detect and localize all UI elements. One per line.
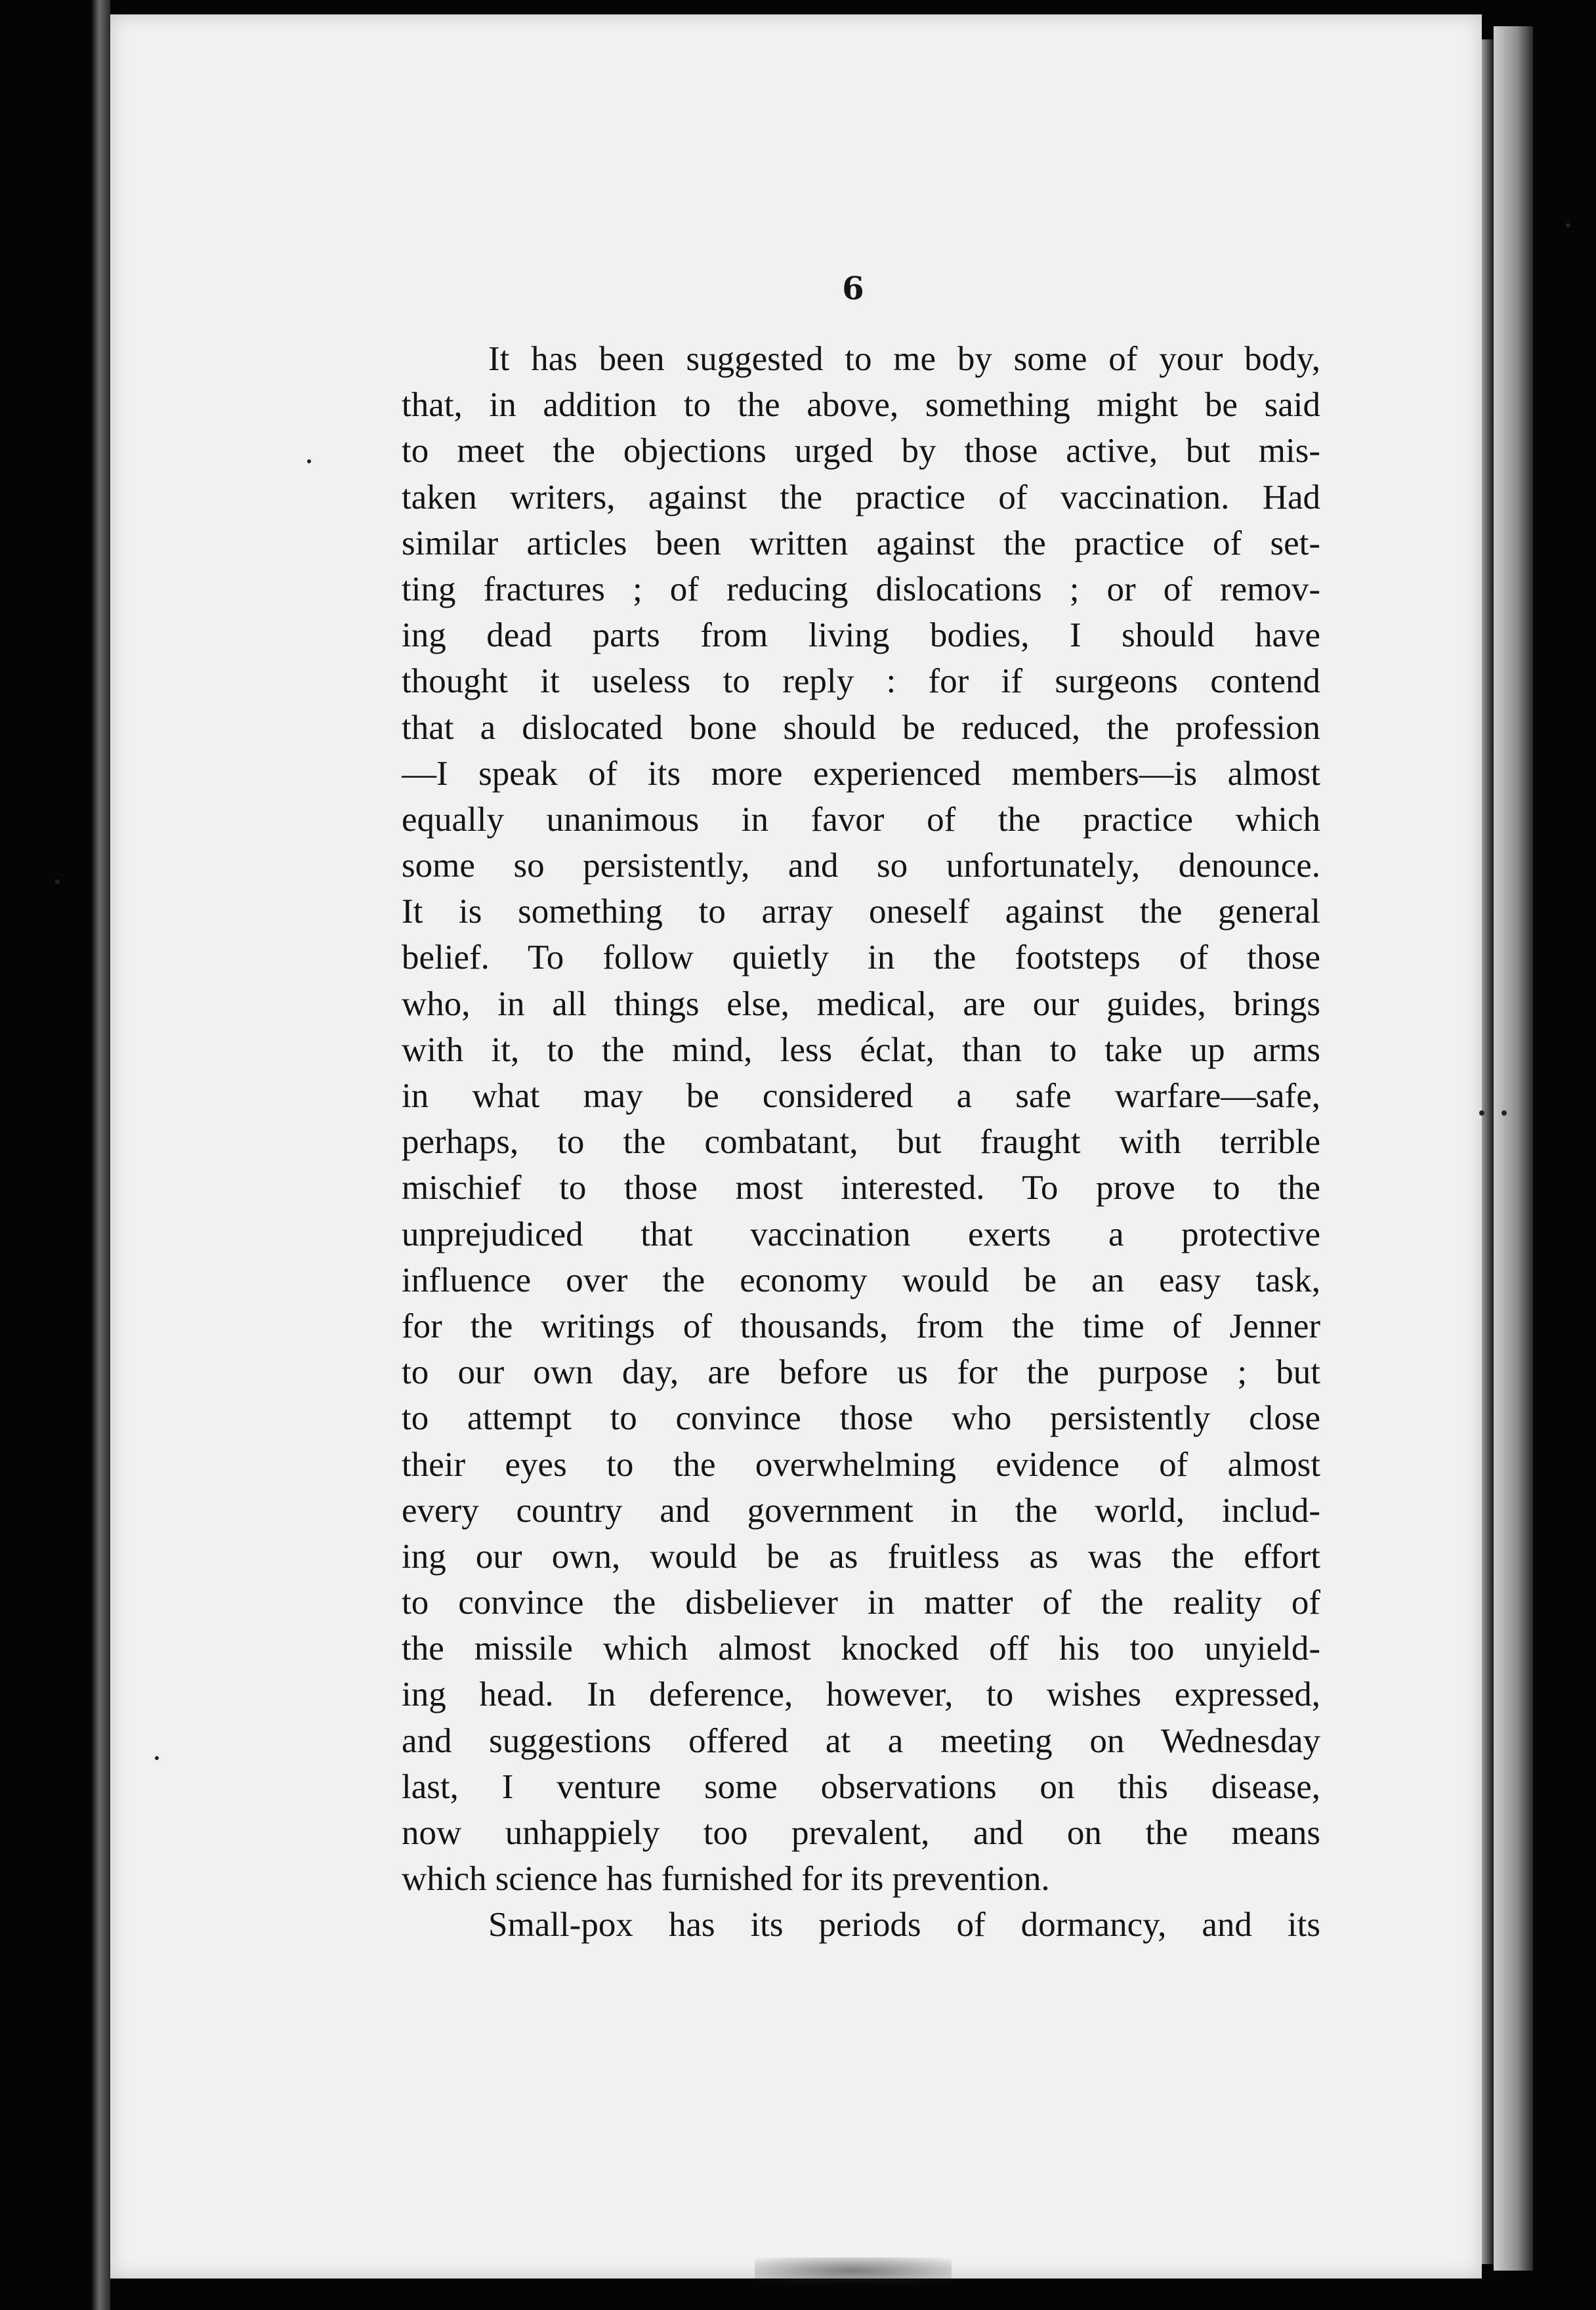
scan-smudge: [755, 2258, 952, 2284]
page-gutter-shadow: [1482, 39, 1494, 2264]
text-line: ing dead parts from living bodies, I should have: [402, 616, 1320, 655]
text-line: the missile which almost knocked off his too unyield-: [402, 1629, 1320, 1668]
scan-speck: [155, 1756, 159, 1760]
text-line: equally unanimous in favor of the practice which: [402, 800, 1320, 839]
text-line: for the writings of thousands, from the time of Jenner: [402, 1307, 1320, 1345]
text-line: who, in all things else, medical, are our guides, brings: [402, 984, 1320, 1023]
text-line: with it, to the mind, less éclat, than to take up arms: [402, 1030, 1320, 1069]
text-line: ing our own, would be as fruitless as was the effort: [402, 1537, 1320, 1576]
binding-edge: [92, 0, 110, 2310]
scan-speck: [307, 459, 311, 463]
text-line: It has been suggested to me by some of your body,: [488, 340, 1320, 378]
text-line: ting fractures ; of reducing dislocations ; or of remov-: [402, 570, 1320, 608]
text-line: mischief to those most interested. To prove to the: [402, 1169, 1320, 1208]
text-line: some so persistently, and so unfortunately, denounce.: [402, 847, 1320, 885]
text-line: that, in addition to the above, something might be said: [402, 386, 1320, 425]
text-line: to our own day, are before us for the purpose ; but: [402, 1353, 1320, 1392]
text-line: ing head. In deference, however, to wishes expressed,: [402, 1675, 1320, 1714]
text-line: similar articles been written against the practice of set-: [402, 524, 1320, 562]
text-line: unprejudiced that vaccination exerts a protective: [402, 1215, 1320, 1253]
text-line: now unhappiely too prevalent, and on the means: [402, 1814, 1320, 1852]
text-line: last, I venture some observations on this disease,: [402, 1767, 1320, 1806]
text-line: thought it useless to reply : for if surgeons contend: [402, 662, 1320, 701]
text-line: belief. To follow quietly in the footsteps of those: [402, 938, 1320, 977]
scan-speck: [1479, 1110, 1484, 1116]
text-line: and suggestions offered at a meeting on Wednesday: [402, 1721, 1320, 1760]
scan-speck: [55, 879, 60, 884]
text-line: which science has furnished for its prevention.: [402, 1860, 1050, 1899]
text-line: It is something to array oneself against the general: [402, 892, 1320, 931]
text-line: to convince the disbeliever in matter of the reality of: [402, 1584, 1320, 1622]
scan-speck: [1566, 223, 1570, 228]
text-line: Small-pox has its periods of dormancy, and its: [488, 1906, 1320, 1944]
underlying-sheet-edge: [1494, 26, 1533, 2271]
text-line: to meet the objections urged by those active, but mis-: [402, 432, 1320, 471]
text-line: their eyes to the overwhelming evidence of almost: [402, 1445, 1320, 1484]
text-line: that a dislocated bone should be reduced, the profession: [402, 708, 1320, 747]
text-line: every country and government in the world, includ-: [402, 1491, 1320, 1530]
text-line: —I speak of its more experienced members—is almost: [402, 754, 1320, 793]
text-line: to attempt to convince those who persistently close: [402, 1399, 1320, 1438]
page-number: 6: [842, 270, 864, 307]
text-line: taken writers, against the practice of vaccination. Had: [402, 478, 1320, 516]
body-text: [402, 336, 1320, 1948]
text-line: perhaps, to the combatant, but fraught with terrible: [402, 1123, 1320, 1162]
text-line: influence over the economy would be an easy task,: [402, 1261, 1320, 1299]
text-line: in what may be considered a safe warfare—safe,: [402, 1077, 1320, 1115]
scan-speck: [1502, 1110, 1507, 1116]
